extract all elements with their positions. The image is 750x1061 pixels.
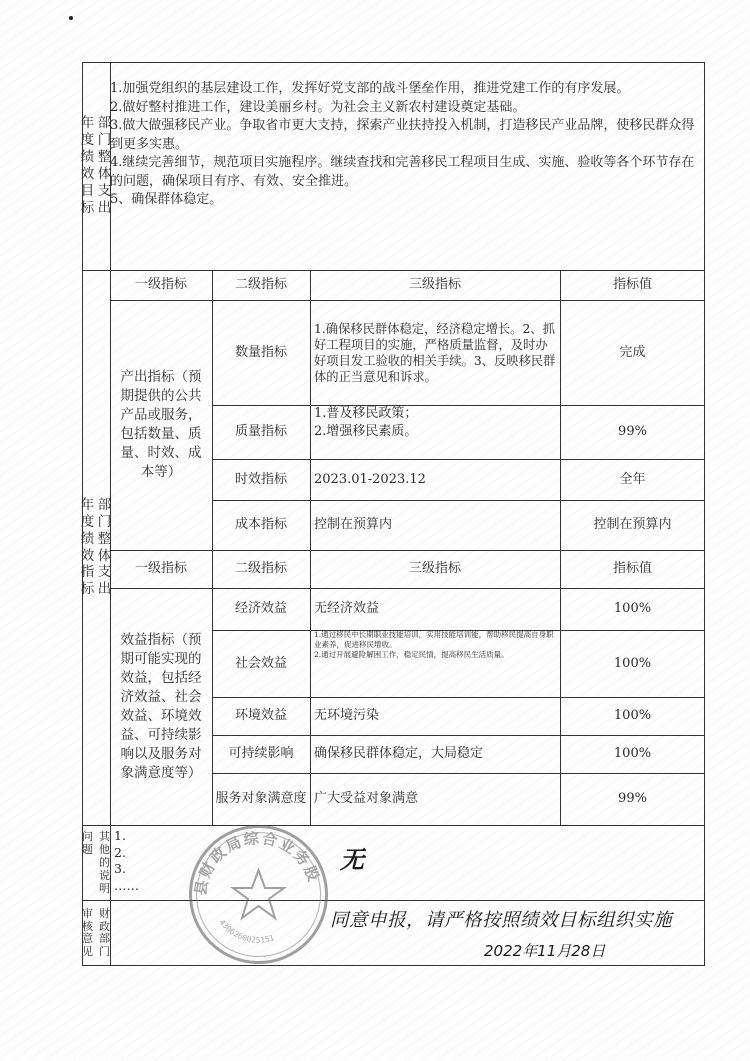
benefit-level3: 广大受益对象满意	[314, 791, 419, 807]
benefit-level3-line: 2.通过开展避险解困工作，稳定民情，提高移民生活质量。	[314, 650, 509, 659]
note-line: 3.	[114, 861, 126, 876]
note-line: 1.	[114, 828, 126, 843]
benefit-level3: 无环境污染	[314, 708, 380, 724]
goal-item: 1.加强党组织的基层建设工作，发挥好党支部的战斗堡垒作用，推进党建工作的有序发展。	[110, 81, 630, 96]
output-level3: 1.确保移民群体稳定，经济稳定增长。2、抓好工程项目的实施，严格质量监督，及时办好项目发工验收的相关手续。3、反映移民群体的正当意见和诉求。	[314, 321, 556, 384]
output-level3: 控制在预算内	[314, 517, 393, 533]
benefit-level2: 环境效益	[234, 708, 287, 724]
header-level3: 三级指标	[408, 277, 461, 293]
rule	[82, 825, 705, 826]
output-level2: 成本指标	[234, 517, 287, 533]
note-line: 2.	[114, 844, 126, 860]
benefit-level3: 确保移民群体稳定，大局稳定	[314, 746, 484, 762]
output-level2: 数量指标	[234, 344, 287, 360]
header-level1: 一级指标	[134, 561, 187, 577]
header-level2: 二级指标	[234, 277, 287, 293]
finance-review-date: 2022年11月28日	[484, 942, 606, 960]
output-value: 完成	[619, 344, 646, 360]
benefit-value: 100%	[613, 746, 652, 762]
goals-list	[110, 80, 700, 210]
finance-review-opinion: 同意申报，请严格按照绩效目标组织实施	[330, 910, 673, 931]
benefit-level2: 社会效益	[234, 655, 287, 671]
rule	[310, 270, 311, 825]
output-value: 全年	[619, 471, 646, 487]
other-notes-label: 其 他 的 说 明 问 题	[82, 830, 110, 895]
benefit-level1: 效益指标（预期可能实现的效益，包括经济效益、社会效益、环境效益、可持续影响以及服务对象满意度等）	[120, 631, 202, 781]
benefit-level2: 经济效益	[234, 601, 287, 617]
benefit-level2: 服务对象满意度	[215, 791, 307, 807]
output-level3	[314, 405, 558, 459]
output-level2: 质量指标	[234, 424, 287, 440]
benefit-value: 100%	[613, 601, 652, 617]
output-value: 99%	[618, 424, 647, 440]
other-notes-lines	[114, 828, 139, 894]
seal-code: 4306260025151	[217, 917, 276, 945]
goals-section-label: 部 门 整 体 支 出 年 度 绩 效 目 标	[80, 115, 112, 216]
scan-speck	[69, 16, 73, 20]
output-level1: 产出指标（预期提供的公共产品或服务，包括数量、质量、时效、成本等）	[120, 369, 202, 480]
header-value: 指标值	[612, 561, 652, 577]
output-level2: 时效指标	[234, 471, 287, 487]
header-value: 指标值	[612, 277, 652, 293]
benefit-level2: 可持续影响	[228, 746, 294, 762]
benefit-level3-line: 1.通过移民中长期职业技能培训，实用技能培训能，帮助移民提高自身职业素养，促进移民增收。	[314, 630, 554, 649]
benefit-value: 100%	[613, 655, 652, 671]
rule	[82, 900, 705, 901]
output-value: 控制在预算内	[593, 517, 672, 533]
goal-item: 4.继续完善细节，规范项目实施程序。继续查找和完善移民工程项目生成、实施、验收等各个环节存在的问题，确保项目有序、有效、安全推进。	[110, 155, 695, 189]
finance-review-label: 财 政 部 门 审 核 意 见	[82, 907, 110, 958]
output-level3-line: 1.普及移民政策；	[314, 406, 418, 421]
benefit-level3	[314, 630, 558, 697]
svg-text:4306260025151	[217, 918, 275, 945]
header-level2: 二级指标	[234, 561, 287, 577]
output-level3-line: 2.增强移民素质。	[314, 423, 418, 439]
output-level3: 2023.01-2023.12	[314, 471, 426, 487]
goal-item: 3.做大做强移民产业。争取省市更大支持，探索产业扶持投入机制，打造移民产业品牌，使移民群众得到更多实惠。	[110, 118, 695, 152]
seal-text: 县财政局综合业务股	[191, 828, 324, 897]
other-notes-handwriting: 无	[340, 846, 364, 874]
benefit-value: 100%	[613, 708, 652, 724]
header-level3: 三级指标	[408, 561, 461, 577]
benefit-level3: 无经济效益	[314, 601, 380, 617]
official-seal	[186, 822, 331, 967]
benefit-value: 99%	[618, 791, 647, 807]
svg-text:县财政局综合业务股	[191, 829, 323, 897]
goal-item: 5、确保群体稳定。	[110, 192, 223, 207]
header-level1: 一级指标	[134, 277, 187, 293]
goal-item: 2.做好整村推进工作，建设美丽乡村。为社会主义新农村建设奠定基础。	[110, 99, 526, 115]
note-line: ……	[114, 877, 139, 893]
indicators-section-label: 部 门 整 体 支 出 年 度 绩 效 指 标	[80, 496, 112, 598]
